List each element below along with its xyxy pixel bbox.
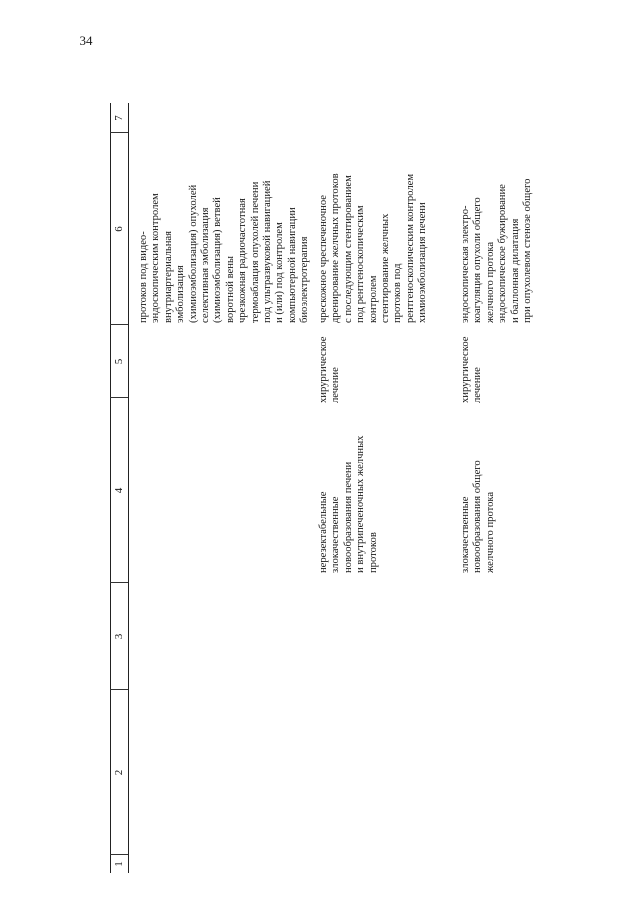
text-line: протоков: [367, 532, 379, 573]
column-header-1: 1: [113, 861, 125, 867]
text-line: биоэлектротерапия: [299, 236, 311, 323]
text-line: стентирование желчных: [380, 213, 392, 323]
text-line: коагуляция опухоли общего: [472, 197, 484, 323]
text-line: при опухолевом стенозе общего: [522, 178, 534, 323]
table-header-row: [110, 103, 128, 873]
text-line: под рентгеноскопическим: [355, 205, 367, 323]
text-line: желчного протока: [484, 491, 496, 573]
column-header-3: 3: [113, 633, 125, 640]
text-line: компьютерной навигации: [286, 207, 298, 323]
text-line: новообразования печени: [342, 461, 354, 573]
text-line: злокачественные: [460, 496, 471, 573]
text-line: и (или) под контролем: [274, 222, 286, 323]
text-line: хирургическое: [460, 336, 471, 403]
text-line: чрескожное чреспеченочное: [318, 195, 329, 323]
text-line: протоков под: [392, 263, 404, 323]
landscape-table: [110, 103, 534, 873]
text-line: новообразования общего: [472, 460, 484, 573]
text-line: эмболизация: [175, 265, 187, 323]
row2-methods-cell: [318, 143, 430, 323]
text-line: протоков под видео-: [138, 231, 149, 323]
text-line: внутриартериальная: [162, 230, 174, 323]
row3-treatment-cell: [460, 328, 485, 403]
text-line: термоаблация опухолей печени: [249, 181, 261, 323]
text-line: и внутрипеченочных желчных: [355, 435, 367, 573]
text-line: эндоскопическим контролем: [150, 193, 162, 323]
column-header-4: 4: [113, 487, 125, 494]
text-line: под ультразвуковой навигацией: [262, 180, 274, 323]
text-line: контролем: [367, 275, 379, 323]
text-line: селективная эмболизация: [200, 207, 212, 323]
text-line: желчного протока: [484, 241, 496, 323]
text-line: и баллонная дилатация: [509, 218, 521, 323]
column-header-7: 7: [113, 115, 125, 121]
text-line: чрезкожная радиочастотная: [237, 198, 249, 323]
text-line: рентгеноскопическим контролем: [404, 173, 416, 323]
text-line: хирургическое: [318, 336, 329, 403]
text-line: нерезектабельные: [318, 491, 329, 573]
row3-methods-cell: [460, 143, 534, 323]
page-number: 34: [79, 33, 93, 48]
row2-diagnosis-cell: [318, 403, 380, 573]
text-line: дренирование желчных протоков: [330, 173, 342, 323]
text-line: эндоскопическое бужирование: [497, 184, 509, 323]
text-line: воротной вены: [224, 255, 236, 323]
column-header-5: 5: [113, 358, 125, 365]
header-bottom-rule: [128, 103, 129, 873]
text-line: (химиоэмболизация) опухолей: [187, 184, 199, 323]
row1-methods-cell: [138, 143, 312, 323]
column-header-2: 2: [113, 769, 125, 776]
row3-diagnosis-cell: [460, 403, 497, 573]
column-header-6: 6: [113, 226, 125, 232]
text-line: лечение: [330, 367, 342, 403]
text-line: лечение: [472, 367, 484, 403]
text-line: (химиоэмболизация) ветвей: [212, 197, 224, 323]
text-line: химиоэмболизация печени: [417, 202, 429, 323]
text-line: эндоскопическая электро-: [460, 205, 471, 323]
row2-treatment-cell: [318, 328, 343, 403]
text-line: с последующим стентированием: [342, 175, 354, 323]
text-line: злокачественные: [330, 496, 342, 573]
